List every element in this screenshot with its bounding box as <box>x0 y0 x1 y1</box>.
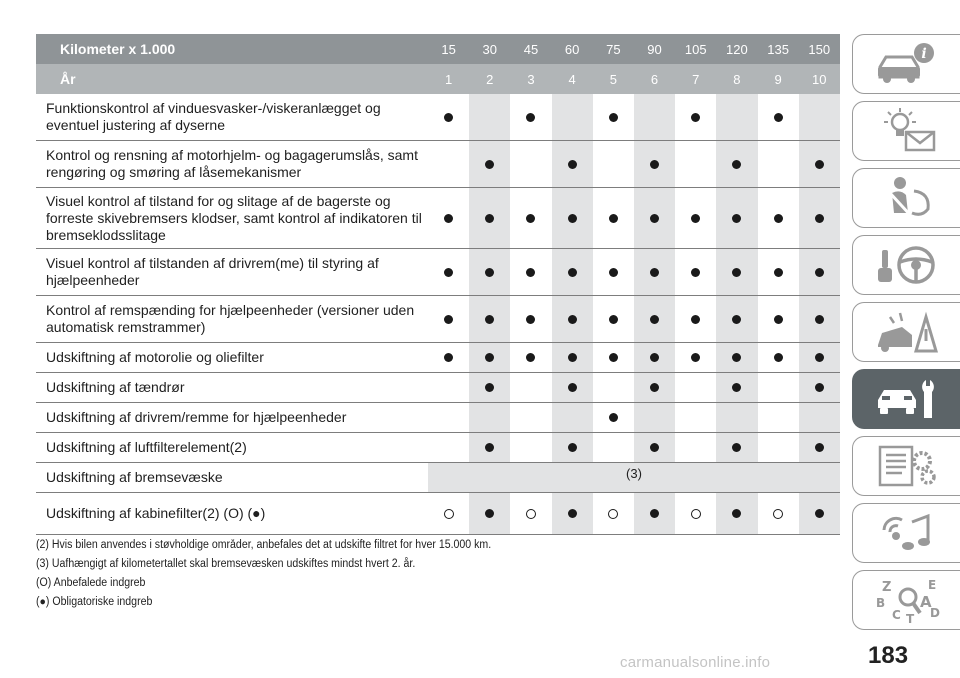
schedule-cell <box>510 343 551 372</box>
schedule-cell <box>510 94 551 140</box>
schedule-cell <box>552 403 593 432</box>
mandatory-mark <box>444 214 453 223</box>
schedule-cell <box>634 94 675 140</box>
schedule-cell <box>469 493 510 534</box>
schedule-cell <box>634 343 675 372</box>
mandatory-mark <box>609 268 618 277</box>
schedule-cell <box>634 249 675 295</box>
schedule-cell <box>469 433 510 462</box>
mandatory-mark <box>609 353 618 362</box>
schedule-cell <box>716 433 757 462</box>
header-year-cell: 2 <box>486 71 494 87</box>
schedule-cell <box>675 403 716 432</box>
schedule-cell <box>552 493 593 534</box>
schedule-cell <box>758 296 799 342</box>
mandatory-mark <box>732 268 741 277</box>
schedule-cell <box>510 433 551 462</box>
schedule-cell <box>593 141 634 187</box>
table-row <box>36 188 840 249</box>
schedule-cell <box>552 343 593 372</box>
row-label: Udskiftning af tændrør <box>46 379 185 395</box>
schedule-cell <box>552 249 593 295</box>
table-body <box>36 94 840 535</box>
schedule-cell <box>675 373 716 402</box>
footnote: (●) Obligatoriske indgreb <box>36 596 153 608</box>
mandatory-mark <box>485 160 494 169</box>
mandatory-mark <box>650 353 659 362</box>
schedule-cell <box>510 403 551 432</box>
table-row <box>36 373 840 403</box>
header-km-label: Kilometer x 1.000 <box>60 41 176 57</box>
header-year-cell: 3 <box>527 71 535 87</box>
header-km-cell: 105 <box>684 41 707 57</box>
mandatory-mark <box>568 443 577 452</box>
index-letter: B <box>875 596 885 610</box>
table-row <box>36 433 840 463</box>
schedule-cell <box>758 249 799 295</box>
schedule-cell <box>758 373 799 402</box>
schedule-cell <box>510 249 551 295</box>
schedule-cell <box>428 433 469 462</box>
mandatory-mark <box>691 315 700 324</box>
mandatory-mark <box>526 113 535 122</box>
schedule-cell <box>716 493 757 534</box>
header-year-cell: 6 <box>650 71 659 87</box>
tab-technical-data[interactable] <box>852 436 960 496</box>
schedule-cell <box>593 188 634 248</box>
mandatory-mark <box>526 353 535 362</box>
header-year-cell: 1 <box>444 71 453 87</box>
footnote: (3) Uafhængigt af kilometertallet skal bremsevæsken udskiftes mindst hvert 2. år. <box>36 558 416 570</box>
mandatory-mark <box>444 353 453 362</box>
starting-driving-icon <box>872 240 942 290</box>
index-letter: D <box>929 606 940 620</box>
schedule-cell <box>799 249 840 295</box>
tab-starting-driving[interactable] <box>852 235 960 295</box>
mandatory-mark <box>568 214 577 223</box>
schedule-cell <box>428 373 469 402</box>
mandatory-mark <box>650 509 659 518</box>
schedule-cell <box>552 188 593 248</box>
index-letter: E <box>927 578 936 592</box>
mandatory-mark <box>815 214 824 223</box>
header-km-cell: 45 <box>523 41 539 57</box>
mandatory-mark <box>732 214 741 223</box>
schedule-cell <box>510 373 551 402</box>
tab-safety[interactable] <box>852 168 960 228</box>
mandatory-mark <box>774 268 783 277</box>
mandatory-mark <box>815 268 824 277</box>
schedule-cell <box>758 493 799 534</box>
mandatory-mark <box>732 383 741 392</box>
footnote: (2) Hvis bilen anvendes i støvholdige områder, anbefales det at udskifte filtret for hver 15.000 km. <box>36 539 492 551</box>
header-row-km <box>36 34 840 64</box>
schedule-cell <box>593 94 634 140</box>
mandatory-mark <box>815 383 824 392</box>
schedule-cell <box>634 141 675 187</box>
schedule-cell <box>716 94 757 140</box>
mandatory-mark <box>485 268 494 277</box>
schedule-cell <box>716 403 757 432</box>
header-km-cell: 120 <box>726 41 748 57</box>
mandatory-mark <box>568 315 577 324</box>
mandatory-mark <box>650 160 659 169</box>
header-year-cell: 10 <box>812 71 827 87</box>
schedule-cell <box>469 249 510 295</box>
lights-warning-icon <box>872 106 942 156</box>
mandatory-mark <box>815 315 824 324</box>
mandatory-mark <box>815 353 824 362</box>
schedule-cell <box>675 296 716 342</box>
recommended-mark <box>526 509 536 519</box>
schedule-cell <box>675 94 716 140</box>
mandatory-mark <box>609 315 618 324</box>
header-km-cell: 75 <box>606 41 621 57</box>
header-km-cell: 150 <box>808 41 831 57</box>
watermark-text: carmanualsonline.info <box>620 654 771 671</box>
schedule-cell <box>469 94 510 140</box>
index-letter: T <box>905 612 914 625</box>
schedule-cell <box>799 296 840 342</box>
index-letter: C <box>891 608 901 622</box>
recommended-mark <box>691 509 701 519</box>
tab-index[interactable] <box>852 570 960 630</box>
row-label: Udskiftning af bremsevæske <box>46 469 223 485</box>
mandatory-mark <box>568 383 577 392</box>
schedule-cell <box>716 249 757 295</box>
schedule-cell <box>758 94 799 140</box>
mandatory-mark <box>774 214 783 223</box>
row-label: Udskiftning af motorolie og oliefilter <box>46 349 264 365</box>
schedule-cell <box>469 343 510 372</box>
schedule-cell <box>428 249 469 295</box>
mandatory-mark <box>485 353 494 362</box>
emergency-icon <box>872 307 942 357</box>
schedule-cell <box>593 403 634 432</box>
mandatory-mark <box>691 214 700 223</box>
mandatory-mark <box>691 268 700 277</box>
table-row <box>36 343 840 373</box>
mandatory-mark <box>650 315 659 324</box>
footnote: (O) Anbefalede indgreb <box>36 577 146 589</box>
mandatory-mark <box>485 443 494 452</box>
mandatory-mark <box>444 315 453 324</box>
mandatory-mark <box>526 214 535 223</box>
mandatory-mark <box>609 214 618 223</box>
schedule-cell <box>593 343 634 372</box>
header-km-cell: 135 <box>767 41 789 57</box>
recommended-mark <box>444 509 454 519</box>
mandatory-mark <box>444 113 453 122</box>
mandatory-mark <box>609 113 618 122</box>
schedule-cell <box>716 188 757 248</box>
schedule-cell <box>552 94 593 140</box>
schedule-cell <box>469 188 510 248</box>
header-row-year <box>36 64 840 94</box>
mandatory-mark <box>485 509 494 518</box>
schedule-cell <box>675 141 716 187</box>
mandatory-mark <box>815 509 824 518</box>
schedule-cell <box>552 141 593 187</box>
schedule-cell <box>634 296 675 342</box>
mandatory-mark <box>774 353 783 362</box>
schedule-cell <box>634 433 675 462</box>
schedule-cell <box>469 296 510 342</box>
mandatory-mark <box>691 113 700 122</box>
row-label: Kontrol og rensning af motorhjelm- og bagagerumslås, samt rengøring og smøring af låsemekanismer <box>46 147 418 180</box>
row-label: Udskiftning af drivrem/remme for hjælpeenheder <box>46 409 347 425</box>
mandatory-mark <box>568 160 577 169</box>
recommended-mark <box>773 509 783 519</box>
page-number: 183 <box>868 642 909 669</box>
schedule-cell <box>799 94 840 140</box>
mandatory-mark <box>609 413 618 422</box>
mandatory-mark <box>526 268 535 277</box>
header-year-label: År <box>60 71 76 87</box>
schedule-cell <box>593 493 634 534</box>
table-row <box>36 463 840 493</box>
mandatory-mark <box>815 160 824 169</box>
schedule-cell <box>593 433 634 462</box>
schedule-cell <box>675 188 716 248</box>
row-label: Visuel kontrol af tilstand for og slitage af de bagerste og forreste skivebremsers klodser, samt kontrol af indikatoren til bremseklodsslitage <box>46 192 422 243</box>
header-year-cell: 4 <box>568 71 576 87</box>
mandatory-mark <box>732 160 741 169</box>
table-row <box>36 94 840 141</box>
mandatory-mark <box>732 353 741 362</box>
technical-data-icon <box>872 441 942 491</box>
mandatory-mark <box>568 268 577 277</box>
header-year-cell: 9 <box>774 71 782 87</box>
schedule-cell <box>675 493 716 534</box>
row-label: Udskiftning af luftfilterelement(2) <box>46 439 247 455</box>
table-row <box>36 493 840 535</box>
schedule-cell <box>716 373 757 402</box>
table-row <box>36 141 840 188</box>
maintenance-icon <box>872 374 942 424</box>
mandatory-mark <box>444 268 453 277</box>
mandatory-mark <box>815 443 824 452</box>
schedule-cell <box>799 343 840 372</box>
dashboard-info-icon <box>872 39 942 89</box>
schedule-cell <box>428 94 469 140</box>
tab-multimedia[interactable] <box>852 503 960 563</box>
schedule-cell <box>510 493 551 534</box>
schedule-cell <box>428 296 469 342</box>
schedule-cell <box>799 373 840 402</box>
schedule-cell <box>593 249 634 295</box>
mandatory-mark <box>568 509 577 518</box>
schedule-cell <box>799 493 840 534</box>
schedule-cell <box>716 141 757 187</box>
header-km-cell: 90 <box>647 41 662 57</box>
tab-dashboard[interactable] <box>852 34 960 94</box>
schedule-cell <box>675 343 716 372</box>
maintenance-schedule-table <box>36 34 840 535</box>
mandatory-mark <box>691 353 700 362</box>
multimedia-icon <box>872 508 942 558</box>
schedule-cell <box>510 141 551 187</box>
schedule-cell <box>758 343 799 372</box>
schedule-cell <box>552 296 593 342</box>
schedule-cell <box>469 403 510 432</box>
mandatory-mark <box>526 315 535 324</box>
schedule-cell <box>510 188 551 248</box>
mandatory-mark <box>774 113 783 122</box>
schedule-cell <box>675 433 716 462</box>
schedule-cell <box>469 141 510 187</box>
schedule-cell <box>428 188 469 248</box>
schedule-cell <box>428 493 469 534</box>
schedule-cell <box>799 403 840 432</box>
index-letter: Z <box>881 580 891 595</box>
schedule-cell <box>799 433 840 462</box>
recommended-mark <box>608 509 618 519</box>
mandatory-mark <box>485 315 494 324</box>
schedule-cell <box>799 141 840 187</box>
schedule-cell <box>469 373 510 402</box>
table-row <box>36 403 840 433</box>
mandatory-mark <box>732 443 741 452</box>
row-label: Visuel kontrol af tilstanden af drivrem(me) til styring af hjælpeenheder <box>46 255 379 288</box>
mandatory-mark <box>485 383 494 392</box>
header-km-cell: 15 <box>441 41 456 57</box>
tab-emergency[interactable] <box>852 302 960 362</box>
table-row <box>36 296 840 343</box>
footnotes <box>36 536 491 612</box>
header-year-cell: 5 <box>609 71 617 87</box>
header-km-cell: 30 <box>482 41 498 57</box>
schedule-cell <box>428 343 469 372</box>
schedule-cell <box>593 373 634 402</box>
schedule-cell <box>510 296 551 342</box>
header-km-cell: 60 <box>564 41 580 57</box>
schedule-cell <box>716 343 757 372</box>
schedule-cell <box>634 403 675 432</box>
mandatory-mark <box>650 443 659 452</box>
tab-lights-warnings[interactable] <box>852 101 960 161</box>
row-label: Udskiftning af kabinefilter(2) (O) (●) <box>46 505 266 521</box>
mandatory-mark <box>732 509 741 518</box>
schedule-cell <box>799 188 840 248</box>
schedule-cell <box>758 403 799 432</box>
schedule-cell <box>593 296 634 342</box>
safety-airbag-icon <box>872 173 942 223</box>
header-year-cell: 8 <box>733 71 741 87</box>
mandatory-mark <box>650 268 659 277</box>
schedule-cell <box>428 141 469 187</box>
mandatory-mark <box>774 315 783 324</box>
schedule-cell <box>758 433 799 462</box>
index-letter: A <box>919 593 932 611</box>
schedule-cell <box>758 141 799 187</box>
mandatory-mark <box>732 315 741 324</box>
mandatory-mark <box>485 214 494 223</box>
schedule-cell <box>634 373 675 402</box>
schedule-cell <box>428 403 469 432</box>
schedule-cell <box>675 249 716 295</box>
table-row <box>36 249 840 296</box>
schedule-cell <box>552 373 593 402</box>
row-label: Funktionskontrol af vinduesvasker-/viskeranlægget og eventuel justering af dyserne <box>46 100 381 133</box>
mandatory-mark <box>650 214 659 223</box>
schedule-cell <box>716 296 757 342</box>
mandatory-mark <box>650 383 659 392</box>
schedule-cell <box>552 433 593 462</box>
schedule-cell <box>634 493 675 534</box>
tab-maintenance[interactable] <box>852 369 960 429</box>
index-icon <box>872 575 942 625</box>
mandatory-mark <box>568 353 577 362</box>
schedule-cell <box>758 188 799 248</box>
row-label: Kontrol af remspænding for hjælpeenheder (versioner uden automatisk remstrammer) <box>46 302 415 335</box>
header-year-cell: 7 <box>692 71 700 87</box>
schedule-cell <box>634 188 675 248</box>
svg-text:i: i <box>920 46 927 62</box>
span-cell: (3) <box>428 463 840 492</box>
